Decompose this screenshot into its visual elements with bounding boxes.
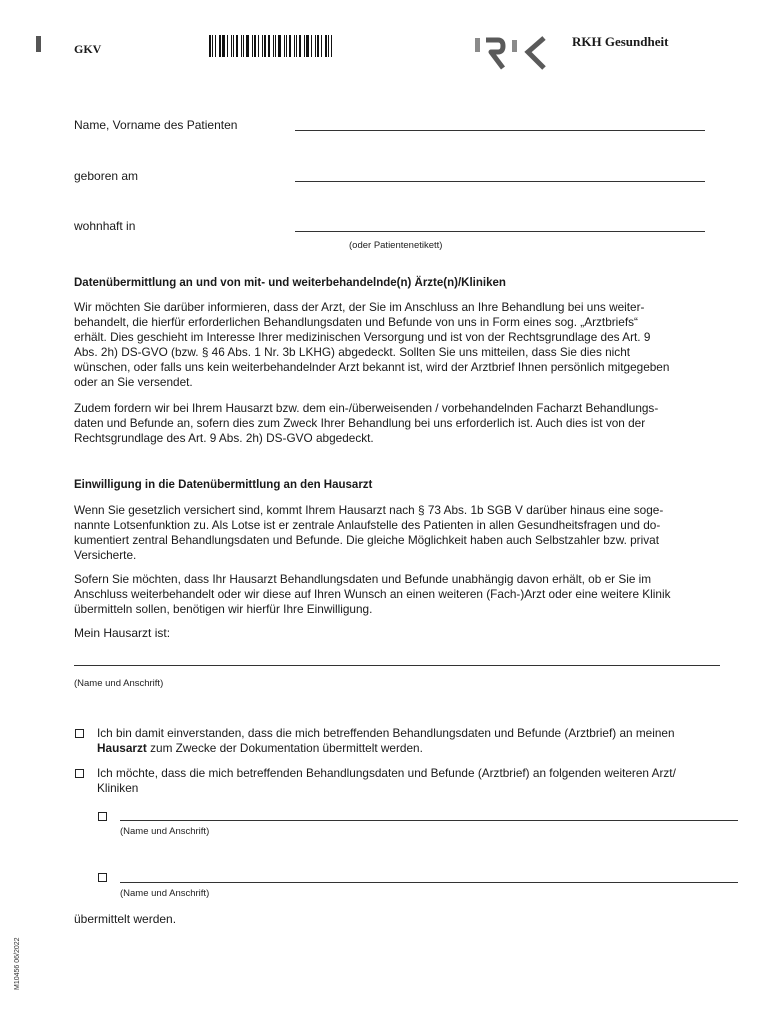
- other-doctor-1-note: (Name und Anschrift): [120, 826, 210, 837]
- text-line: Anschluss weiterbehandelt oder wir diese auf Ihren Wunsch an einen weiteren (Fach-)Arzt oder eine weitere Klinik: [74, 586, 671, 601]
- consent-hausarzt-text: [97, 726, 737, 756]
- barcode-bar: [273, 35, 274, 57]
- barcode-bar: [252, 35, 253, 57]
- barcode-bar: [258, 35, 259, 57]
- barcode-bar: [254, 35, 256, 57]
- consent-other-doctor-text: [97, 766, 737, 796]
- page-marker: [36, 36, 41, 52]
- barcode-bar: [275, 35, 276, 57]
- barcode-bar: [321, 35, 322, 57]
- text-line: Versicherte.: [74, 547, 137, 562]
- section1-paragraph-2: [74, 401, 714, 446]
- section1-heading: Datenübermittlung an und von mit- und weiterbehandelnde(n) Ärzte(n)/Kliniken: [74, 277, 506, 289]
- birth-date-label: geboren am: [74, 169, 139, 183]
- barcode-bar: [289, 35, 291, 57]
- barcode-bar: [296, 35, 297, 57]
- barcode-bar: [304, 35, 305, 57]
- patient-name-field[interactable]: [295, 130, 705, 131]
- barcode-bar: [294, 35, 295, 57]
- other-doctor-2-note: (Name und Anschrift): [120, 888, 210, 899]
- barcode-bar: [315, 35, 316, 57]
- barcode-bar: [236, 35, 238, 57]
- barcode-bar: [311, 35, 312, 57]
- barcode-bar: [215, 35, 216, 57]
- barcode-bar: [278, 35, 281, 57]
- patient-name-label: Name, Vorname des Patienten: [74, 118, 238, 132]
- barcode-bar: [317, 35, 319, 57]
- rkh-logo-icon: [472, 34, 552, 72]
- barcode-bar: [227, 35, 228, 57]
- closing-text: übermittelt werden.: [74, 912, 177, 926]
- text-line: Ich bin damit einverstanden, dass die mich betreffenden Behandlungsdaten und Befunde (Arztbrief) an meinen: [97, 726, 675, 740]
- barcode-bar: [222, 35, 225, 57]
- patient-sticker-note: (oder Patientenetikett): [349, 240, 443, 251]
- consent-hausarzt-checkbox[interactable]: [75, 729, 84, 738]
- barcode-bar: [306, 35, 309, 57]
- hausarzt-bold: Hausarzt: [97, 740, 147, 755]
- barcode-bar: [241, 35, 242, 57]
- other-doctor-1-field[interactable]: [120, 820, 738, 821]
- barcode-bar: [325, 35, 327, 57]
- address-label: wohnhaft in: [74, 219, 136, 233]
- section2-paragraph-2: [74, 572, 714, 617]
- text-line: behandelt, die hierfür erforderlichen Behandlungsdaten und Befunde von uns in Form eines sog. „Arztbriefs“: [74, 314, 638, 329]
- form-code: GKV: [74, 42, 102, 56]
- text-line: Abs. 2h) DS-GVO (bzw. § 46 Abs. 1 Nr. 3b LKHG) abgedeckt. Sollten Sie uns mitteilen, dass Sie dies nicht: [74, 344, 631, 359]
- gp-field[interactable]: [74, 665, 720, 666]
- text-line: Wir möchten Sie darüber informieren, dass der Arzt, der Sie im Anschluss an Ihre Behandlung bei uns weiter-: [74, 300, 645, 314]
- text-line: erhält. Dies geschieht im Interesse Ihrer medizinischen Versorgung und ist von der Rechtsgrundlage des Art. 9: [74, 329, 651, 344]
- text-line: Kliniken: [97, 780, 139, 795]
- other-doctor-2-field[interactable]: [120, 882, 738, 883]
- barcode-bar: [262, 35, 263, 57]
- text-line: oder an Sie versendet.: [74, 374, 193, 389]
- form-number: M10456 06/2022: [14, 937, 21, 990]
- text-line: Rechtsgrundlage des Art. 9 Abs. 2h) DS-GVO abgedeckt.: [74, 430, 374, 445]
- text-line: wünschen, oder falls uns kein weiterbehandelnder Arzt bekannt ist, wird der Arztbrief Ihnen persönlich mitgegeben: [74, 359, 670, 374]
- section2-paragraph-1: [74, 503, 714, 563]
- barcode-bar: [286, 35, 287, 57]
- other-doctor-2-checkbox[interactable]: [98, 873, 107, 882]
- section2-heading: Einwilligung in die Datenübermittlung an den Hausarzt: [74, 479, 373, 491]
- text-line: kumentiert zentral Behandlungsdaten und Befunde. Die gleiche Möglichkeit haben auch Selbstzahler bzw. privat: [74, 532, 659, 547]
- gp-label: Mein Hausarzt ist:: [74, 626, 171, 640]
- barcode-bar: [246, 35, 249, 57]
- other-doctor-1-checkbox[interactable]: [98, 812, 107, 821]
- barcode-bar: [299, 35, 301, 57]
- address-field[interactable]: [295, 231, 705, 232]
- barcode-bar: [328, 35, 329, 57]
- barcode-bar: [209, 35, 211, 57]
- text-line: Zudem fordern wir bei Ihrem Hausarzt bzw. dem ein-/überweisenden / vorbehandelnden Facharzt Behandlungs-: [74, 401, 659, 415]
- text-line: Wenn Sie gesetzlich versichert sind, kommt Ihrem Hausarzt nach § 73 Abs. 1b SGB V darüber hinaus eine soge-: [74, 503, 664, 517]
- barcode-bar: [268, 35, 270, 57]
- text-line: nannte Lotsenfunktion zu. Als Lotse ist er zentrale Anlaufstelle des Patienten in allen Gesundheitsfragen und do-: [74, 517, 661, 532]
- section1-paragraph-1: [74, 300, 714, 389]
- text-fragment: zum Zwecke der Dokumentation übermittelt werden.: [146, 740, 423, 755]
- barcode-bar: [284, 35, 285, 57]
- gp-field-note: (Name und Anschrift): [74, 678, 164, 689]
- barcode-bar: [331, 35, 332, 57]
- barcode-bar: [264, 35, 266, 57]
- text-line: Ich möchte, dass die mich betreffenden Behandlungsdaten und Befunde (Arztbrief) an folgenden weiteren Arzt/: [97, 766, 676, 780]
- barcode-icon: [209, 35, 337, 57]
- text-line: [97, 741, 737, 756]
- birth-date-field[interactable]: [295, 181, 705, 182]
- text-line: daten und Befunde an, sofern dies zum Zweck Ihrer Behandlung bei uns erforderlich ist. Auch dies ist von der: [74, 415, 646, 430]
- text-line: Sofern Sie möchten, dass Ihr Hausarzt Behandlungsdaten und Befunde unabhängig davon erhält, ob er Sie im: [74, 572, 652, 586]
- brand-name: RKH Gesundheit: [572, 34, 669, 49]
- barcode-bar: [233, 35, 234, 57]
- consent-other-doctor-checkbox[interactable]: [75, 769, 84, 778]
- barcode-bar: [243, 35, 244, 57]
- barcode-bar: [212, 35, 213, 57]
- text-line: übermitteln sollen, benötigen wir hierfür Ihre Einwilligung.: [74, 601, 373, 616]
- barcode-bar: [231, 35, 232, 57]
- barcode-bar: [219, 35, 221, 57]
